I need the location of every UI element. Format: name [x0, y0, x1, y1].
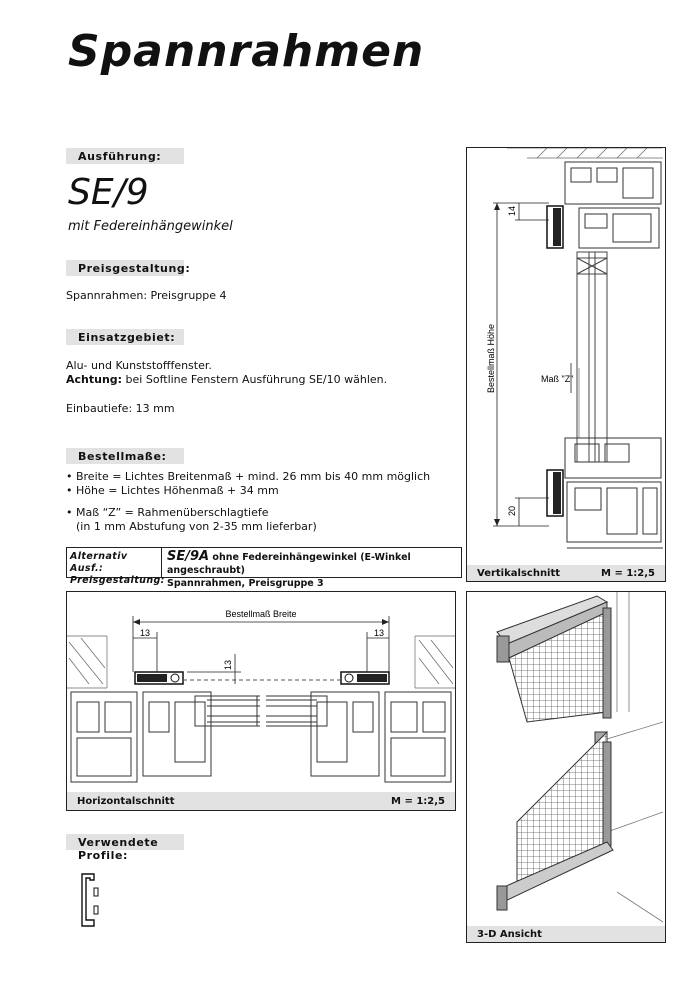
vertical-dim-14: 14 — [507, 205, 517, 216]
horizontal-scale: M = 1:2,5 — [391, 796, 445, 807]
horizontal-section-panel — [66, 591, 456, 811]
section-header-ausfuehrung: Ausführung: — [66, 148, 184, 164]
horizontal-dim-13-right: 13 — [373, 628, 385, 638]
vertical-caption: Vertikalschnitt — [477, 568, 561, 579]
alternative-box — [66, 547, 462, 589]
alternative-label-1: Alternativ Ausf.: — [70, 551, 128, 574]
vertical-dim-height: Bestellmaß Höhe — [486, 323, 496, 393]
horizontal-dim-width: Bestellmaß Breite — [225, 609, 297, 619]
view-3d-panel — [466, 591, 666, 943]
vertical-caption-bar — [467, 565, 665, 581]
vertical-scale: M = 1:2,5 — [601, 568, 655, 579]
section-header-einsatzgebiet: Einsatzgebiet: — [66, 329, 184, 345]
dimension-width: • Breite = Lichtes Breitenmaß + mind. 26 mm bis 40 mm möglich — [66, 470, 431, 483]
section-header-bestellmasse: Bestellmaße: — [66, 448, 184, 464]
section-header-preisgestaltung: Preisgestaltung: — [66, 260, 184, 276]
vertical-dim-z: Maß "Z" — [541, 374, 574, 384]
page-title: Spannrahmen — [68, 26, 425, 77]
price-text: Spannrahmen: Preisgruppe 4 — [66, 289, 227, 302]
dimension-z-line-2: (in 1 mm Abstufung von 2-35 mm lieferbar) — [76, 520, 317, 533]
view-3d-caption-bar — [467, 926, 665, 942]
dimension-z-line-1: • Maß “Z” = Rahmenüberschlagtiefe — [66, 506, 269, 519]
horizontal-dim-13-depth: 13 — [223, 659, 233, 670]
usage-note-label: Achtung: — [66, 373, 123, 386]
profile-icon — [78, 870, 102, 930]
usage-note-text: bei Softline Fenstern Ausführung SE/10 wählen. — [122, 373, 388, 386]
usage-note — [66, 373, 387, 387]
vertical-section-drawing — [467, 148, 665, 563]
alternative-model: SE/9A — [167, 549, 210, 564]
model-name: SE/9 — [68, 172, 149, 213]
dimension-height: • Höhe = Lichtes Höhenmaß + 34 mm — [66, 484, 279, 497]
section-header-profile: Verwendete Profile: — [66, 834, 184, 850]
vertical-dim-20: 20 — [507, 505, 517, 516]
alternative-price: Spannrahmen, Preisgruppe 3 — [167, 578, 324, 589]
alternative-details — [162, 548, 461, 589]
horizontal-caption-bar — [67, 792, 455, 810]
installation-depth: Einbautiefe: 13 mm — [66, 402, 175, 415]
horizontal-dim-13-left: 13 — [139, 628, 151, 638]
alternative-label-2: Preisgestaltung: — [70, 575, 165, 586]
alternative-desc: ohne Federeinhängewinkel (E-Winkel angeschraubt) — [167, 552, 411, 576]
view-3d-drawing — [467, 592, 665, 924]
horizontal-section-drawing — [67, 592, 455, 790]
alternative-labels — [67, 548, 165, 586]
model-subtitle: mit Federeinhängewinkel — [68, 219, 233, 234]
vertical-section-panel — [466, 147, 666, 582]
horizontal-caption: Horizontalschnitt — [77, 796, 175, 807]
usage-line-1: Alu- und Kunststofffenster. — [66, 359, 212, 372]
view-3d-caption: 3-D Ansicht — [477, 929, 542, 940]
